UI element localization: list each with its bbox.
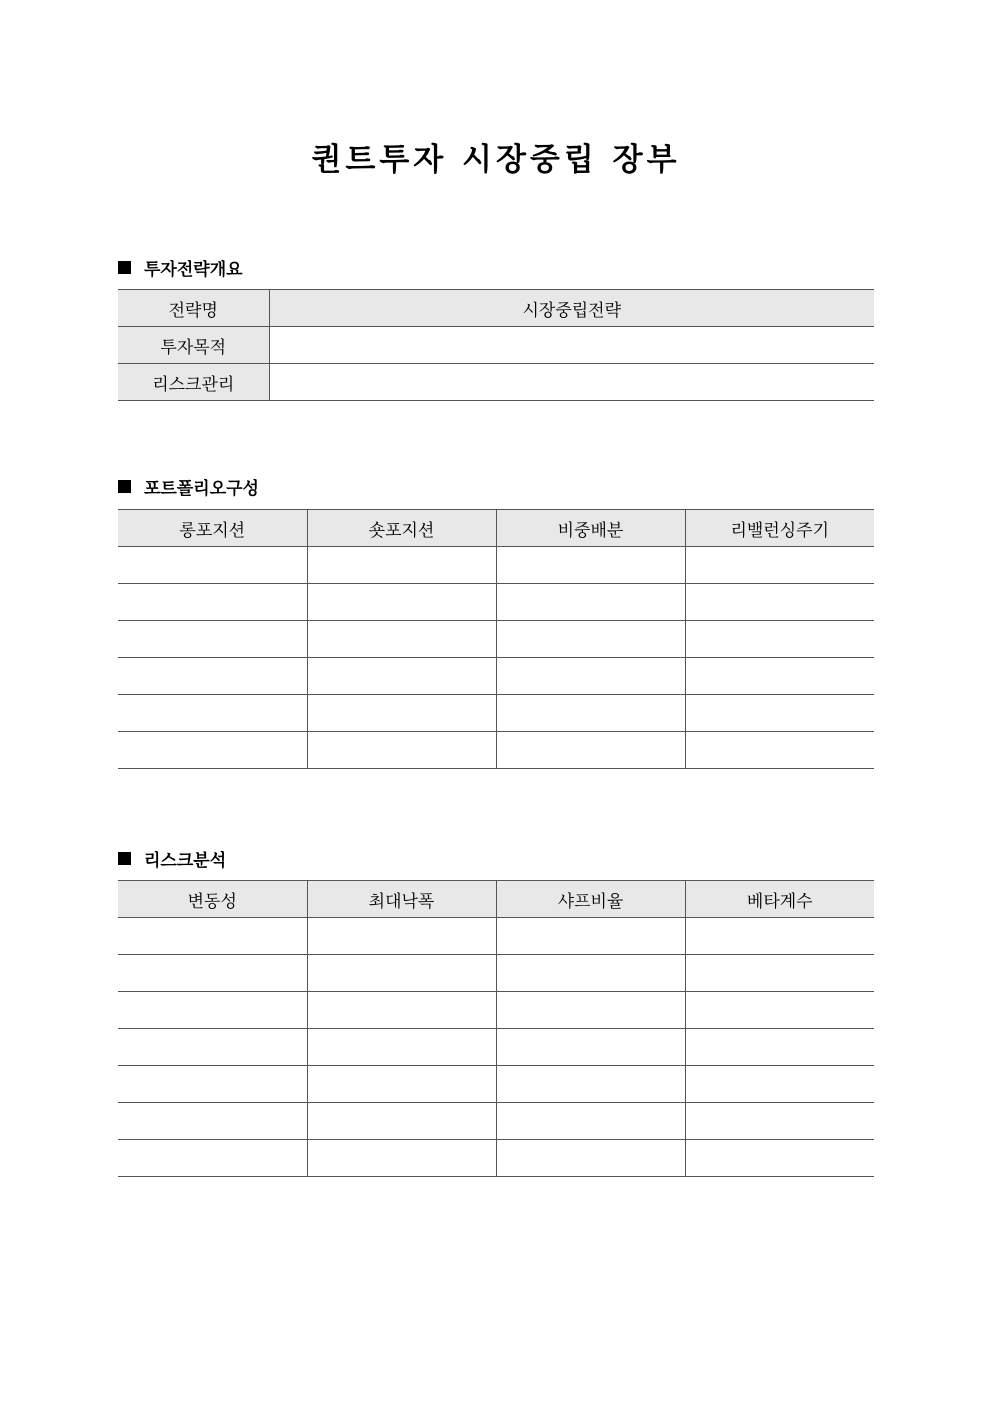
table-cell[interactable] [307, 621, 496, 658]
row-label: 전략명 [118, 290, 269, 327]
table-cell[interactable] [307, 992, 496, 1029]
table-cell[interactable] [118, 1066, 307, 1103]
section-heading-risk [118, 846, 226, 871]
table-cell[interactable] [118, 695, 307, 732]
table-cell[interactable] [118, 992, 307, 1029]
table-cell[interactable] [118, 584, 307, 621]
table-cell[interactable] [496, 1066, 685, 1103]
table-row [118, 547, 874, 584]
square-bullet-icon [118, 480, 131, 493]
table-cell[interactable] [685, 732, 874, 769]
row-value[interactable] [269, 327, 874, 364]
table-cell[interactable] [496, 955, 685, 992]
table-cell[interactable] [307, 1066, 496, 1103]
table-row [118, 695, 874, 732]
table-row [118, 955, 874, 992]
square-bullet-icon [118, 852, 131, 865]
column-header: 샤프비율 [496, 881, 685, 918]
overview-table [118, 289, 874, 401]
table-cell[interactable] [307, 732, 496, 769]
table-row [118, 621, 874, 658]
row-label: 리스크관리 [118, 364, 269, 401]
table-cell[interactable] [118, 732, 307, 769]
column-header: 리밸런싱주기 [685, 510, 874, 547]
table-row [118, 992, 874, 1029]
table-cell[interactable] [496, 547, 685, 584]
table-cell[interactable] [496, 621, 685, 658]
table-cell[interactable] [307, 1103, 496, 1140]
table-cell[interactable] [685, 1029, 874, 1066]
table-row [118, 1066, 874, 1103]
column-header: 베타계수 [685, 881, 874, 918]
portfolio-table [118, 509, 874, 769]
table-cell[interactable] [307, 918, 496, 955]
table-cell[interactable] [307, 584, 496, 621]
table-cell[interactable] [496, 732, 685, 769]
section-heading-label: 투자전략개요 [144, 260, 243, 280]
table-cell[interactable] [307, 658, 496, 695]
table-cell[interactable] [685, 955, 874, 992]
table-row [118, 1029, 874, 1066]
section-heading-label: 포트폴리오구성 [144, 479, 259, 499]
table-cell[interactable] [685, 992, 874, 1029]
risk-table [118, 880, 874, 1177]
table-cell[interactable] [496, 918, 685, 955]
table-cell[interactable] [496, 695, 685, 732]
table-cell[interactable] [496, 584, 685, 621]
row-value[interactable]: 시장중립전략 [269, 290, 874, 327]
row-value[interactable] [269, 364, 874, 401]
page-title: 퀀트투자 시장중립 장부 [311, 142, 681, 178]
row-label: 투자목적 [118, 327, 269, 364]
table-cell[interactable] [118, 1140, 307, 1177]
table-row [118, 327, 874, 364]
column-header: 숏포지션 [307, 510, 496, 547]
table-cell[interactable] [118, 1029, 307, 1066]
table-cell[interactable] [496, 992, 685, 1029]
square-bullet-icon [118, 261, 131, 274]
table-row [118, 1103, 874, 1140]
table-cell[interactable] [496, 1029, 685, 1066]
table-cell[interactable] [118, 658, 307, 695]
table-cell[interactable] [496, 658, 685, 695]
table-row [118, 732, 874, 769]
section-heading-portfolio [118, 474, 259, 499]
table-cell[interactable] [685, 695, 874, 732]
table-cell[interactable] [685, 621, 874, 658]
column-header: 롱포지션 [118, 510, 307, 547]
table-cell[interactable] [118, 955, 307, 992]
table-cell[interactable] [685, 547, 874, 584]
table-cell[interactable] [307, 955, 496, 992]
column-header: 최대낙폭 [307, 881, 496, 918]
table-cell[interactable] [118, 1103, 307, 1140]
table-cell[interactable] [685, 1140, 874, 1177]
table-cell[interactable] [685, 658, 874, 695]
section-heading-label: 리스크분석 [144, 851, 227, 871]
table-cell[interactable] [307, 1029, 496, 1066]
table-header-row [118, 510, 874, 547]
table-row [118, 658, 874, 695]
table-cell[interactable] [685, 918, 874, 955]
table-cell[interactable] [118, 547, 307, 584]
table-row [118, 290, 874, 327]
column-header: 비중배분 [496, 510, 685, 547]
table-cell[interactable] [118, 621, 307, 658]
table-cell[interactable] [685, 1103, 874, 1140]
table-cell[interactable] [496, 1140, 685, 1177]
table-row [118, 584, 874, 621]
table-cell[interactable] [307, 1140, 496, 1177]
table-header-row [118, 881, 874, 918]
table-cell[interactable] [118, 918, 307, 955]
table-cell[interactable] [307, 695, 496, 732]
table-cell[interactable] [496, 1103, 685, 1140]
table-row [118, 1140, 874, 1177]
table-cell[interactable] [685, 584, 874, 621]
table-row [118, 918, 874, 955]
section-heading-overview [118, 255, 243, 280]
table-row [118, 364, 874, 401]
table-cell[interactable] [307, 547, 496, 584]
column-header: 변동성 [118, 881, 307, 918]
table-cell[interactable] [685, 1066, 874, 1103]
